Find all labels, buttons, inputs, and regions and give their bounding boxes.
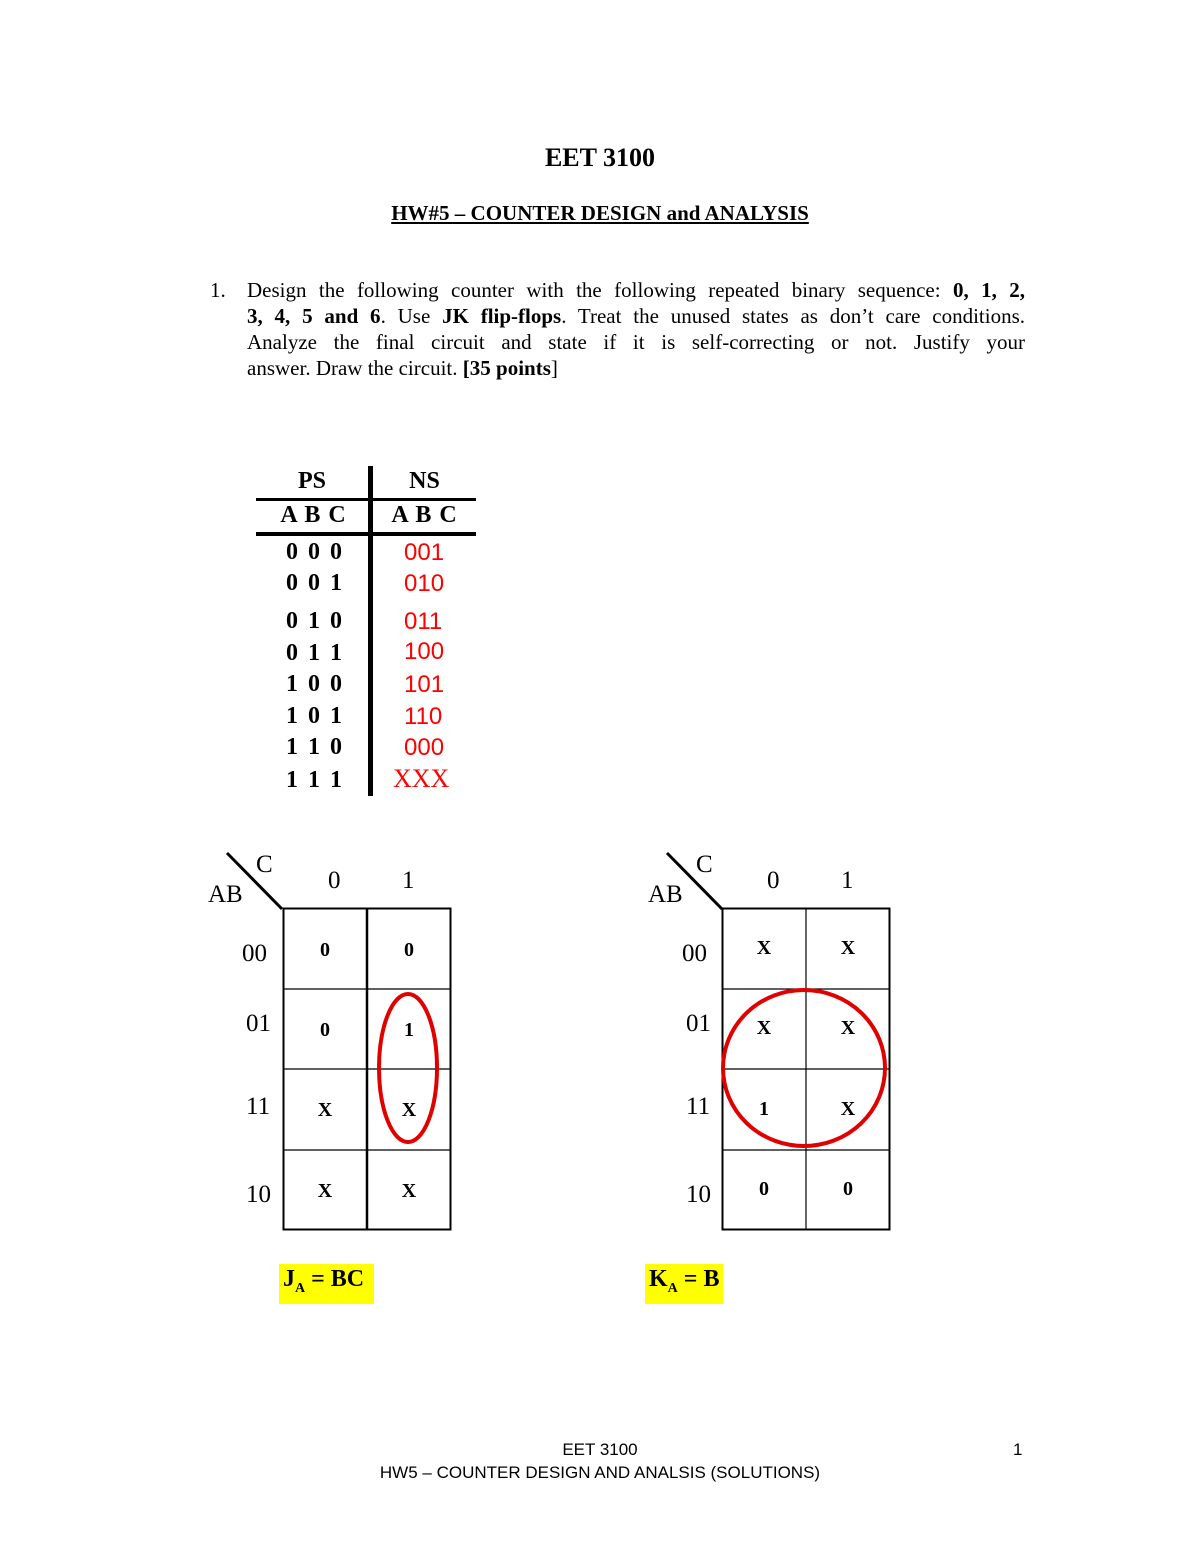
course-title: EET 3100 bbox=[544, 143, 656, 172]
kmap-row-label: 11 bbox=[246, 1093, 271, 1120]
assignment-title: HW#5 – COUNTER DESIGN and ANALYSIS bbox=[391, 201, 809, 225]
text-run: answer. Draw the circuit. bbox=[247, 356, 463, 380]
equation-ka bbox=[645, 1264, 723, 1304]
kmap-row-label: 01 bbox=[686, 1010, 711, 1037]
kmap-row-label: 01 bbox=[246, 1010, 271, 1037]
kmap-row-label: 10 bbox=[246, 1181, 271, 1208]
kmap-cell: 0 bbox=[759, 1178, 769, 1200]
ns-cell: 011 bbox=[404, 608, 443, 635]
equation-var: K bbox=[649, 1266, 668, 1292]
kmap-cell: X bbox=[401, 1180, 417, 1202]
kmap-cell: X bbox=[840, 1017, 856, 1039]
kmap-col-label: 0 bbox=[767, 867, 780, 894]
kmap-row-label: 00 bbox=[242, 940, 267, 967]
equation-rhs: = BC bbox=[305, 1266, 365, 1292]
kmap-col-var: C bbox=[256, 851, 273, 878]
kmap-row-label: 11 bbox=[686, 1093, 711, 1120]
equation-rhs: = B bbox=[677, 1266, 720, 1292]
kmap-cell: X bbox=[756, 937, 772, 959]
sequence-bold: 0, 1, 2, bbox=[952, 278, 1025, 302]
kmap-cell: 0 bbox=[843, 1178, 853, 1200]
problem-text bbox=[247, 277, 1025, 381]
equation-subscript: A bbox=[667, 1280, 678, 1296]
table-rule-bottom bbox=[256, 532, 476, 536]
kmap-cell: X bbox=[756, 1017, 772, 1039]
page-number: 1 bbox=[1013, 1440, 1023, 1459]
ns-cell: 010 bbox=[404, 570, 445, 597]
problem-statement bbox=[210, 277, 1025, 381]
kmap-cell: 0 bbox=[404, 939, 414, 961]
text-run: . Use bbox=[380, 304, 443, 328]
kmap-col-var: C bbox=[696, 851, 713, 878]
kmap-cell: 1 bbox=[404, 1019, 414, 1041]
ps-cell: 1 0 0 bbox=[286, 671, 344, 697]
ns-cell: XXX bbox=[393, 764, 450, 793]
text-run: ] bbox=[550, 356, 558, 380]
kmap-cell: 0 bbox=[320, 1019, 330, 1041]
kmap-row-label: 10 bbox=[686, 1181, 711, 1208]
equation-subscript: A bbox=[295, 1280, 306, 1296]
kmap-cell: 1 bbox=[759, 1098, 769, 1120]
problem-line-4 bbox=[247, 355, 1025, 381]
ps-cell: 1 0 1 bbox=[286, 703, 344, 729]
kmap-col-label: 1 bbox=[841, 867, 854, 894]
problem-number: 1. bbox=[210, 278, 226, 302]
kmap-row-var: AB bbox=[648, 881, 683, 908]
kmap-row-label: 00 bbox=[682, 940, 707, 967]
kmap-cell: X bbox=[840, 937, 856, 959]
kmap-row-var: AB bbox=[208, 881, 243, 908]
ps-subheader: A B C bbox=[280, 502, 347, 528]
footer-title: HW5 – COUNTER DESIGN AND ANALSIS (SOLUTIONS) bbox=[379, 1463, 821, 1482]
problem-line-1 bbox=[247, 277, 1025, 303]
problem-line-3 bbox=[247, 329, 1025, 355]
text-run: Analyze the final circuit and state if it is self-correcting or not. Justify your bbox=[247, 330, 1025, 354]
kmap-col-label: 0 bbox=[328, 867, 341, 894]
ps-cell: 0 0 1 bbox=[286, 570, 344, 596]
ns-subheader: A B C bbox=[391, 502, 458, 528]
ns-header: NS bbox=[409, 468, 440, 494]
table-rule-top bbox=[256, 498, 476, 501]
kmap-col-label: 1 bbox=[402, 867, 415, 894]
kmap-ka bbox=[640, 845, 940, 1245]
ns-cell: 000 bbox=[404, 734, 445, 761]
points-bold: [35 points bbox=[462, 356, 551, 380]
kmap-grouping-circle bbox=[723, 990, 885, 1146]
kmap-cell: X bbox=[317, 1180, 333, 1202]
ps-cell: 0 1 0 bbox=[286, 608, 344, 634]
kmap-cell: X bbox=[317, 1099, 333, 1121]
sequence-bold: 3, 4, 5 and 6 bbox=[247, 304, 381, 328]
text-run: Design the following counter with the following repeated binary sequence: bbox=[247, 278, 953, 302]
state-table bbox=[256, 466, 478, 796]
flipflop-bold: JK flip-flops bbox=[442, 304, 562, 328]
equation-ja bbox=[279, 1264, 374, 1304]
ns-cell: 101 bbox=[404, 671, 445, 698]
ps-header: PS bbox=[297, 468, 326, 494]
ns-cell: 100 bbox=[404, 638, 445, 665]
ps-cell: 0 1 1 bbox=[286, 640, 344, 666]
ps-cell: 0 0 0 bbox=[286, 539, 344, 565]
text-run: . Treat the unused states as don’t care conditions. bbox=[561, 304, 1025, 328]
equation-var: J bbox=[283, 1266, 295, 1292]
kmap-cell: 0 bbox=[320, 939, 330, 961]
ns-cell: 110 bbox=[404, 703, 443, 730]
ns-cell: 001 bbox=[404, 539, 445, 566]
ps-cell: 1 1 0 bbox=[286, 734, 344, 760]
kmap-cell: X bbox=[401, 1099, 417, 1121]
problem-line-2 bbox=[247, 303, 1025, 329]
kmap-cell: X bbox=[840, 1098, 856, 1120]
ps-cell: 1 1 1 bbox=[286, 767, 344, 793]
kmap-ja bbox=[200, 845, 500, 1245]
footer-course: EET 3100 bbox=[562, 1440, 638, 1459]
